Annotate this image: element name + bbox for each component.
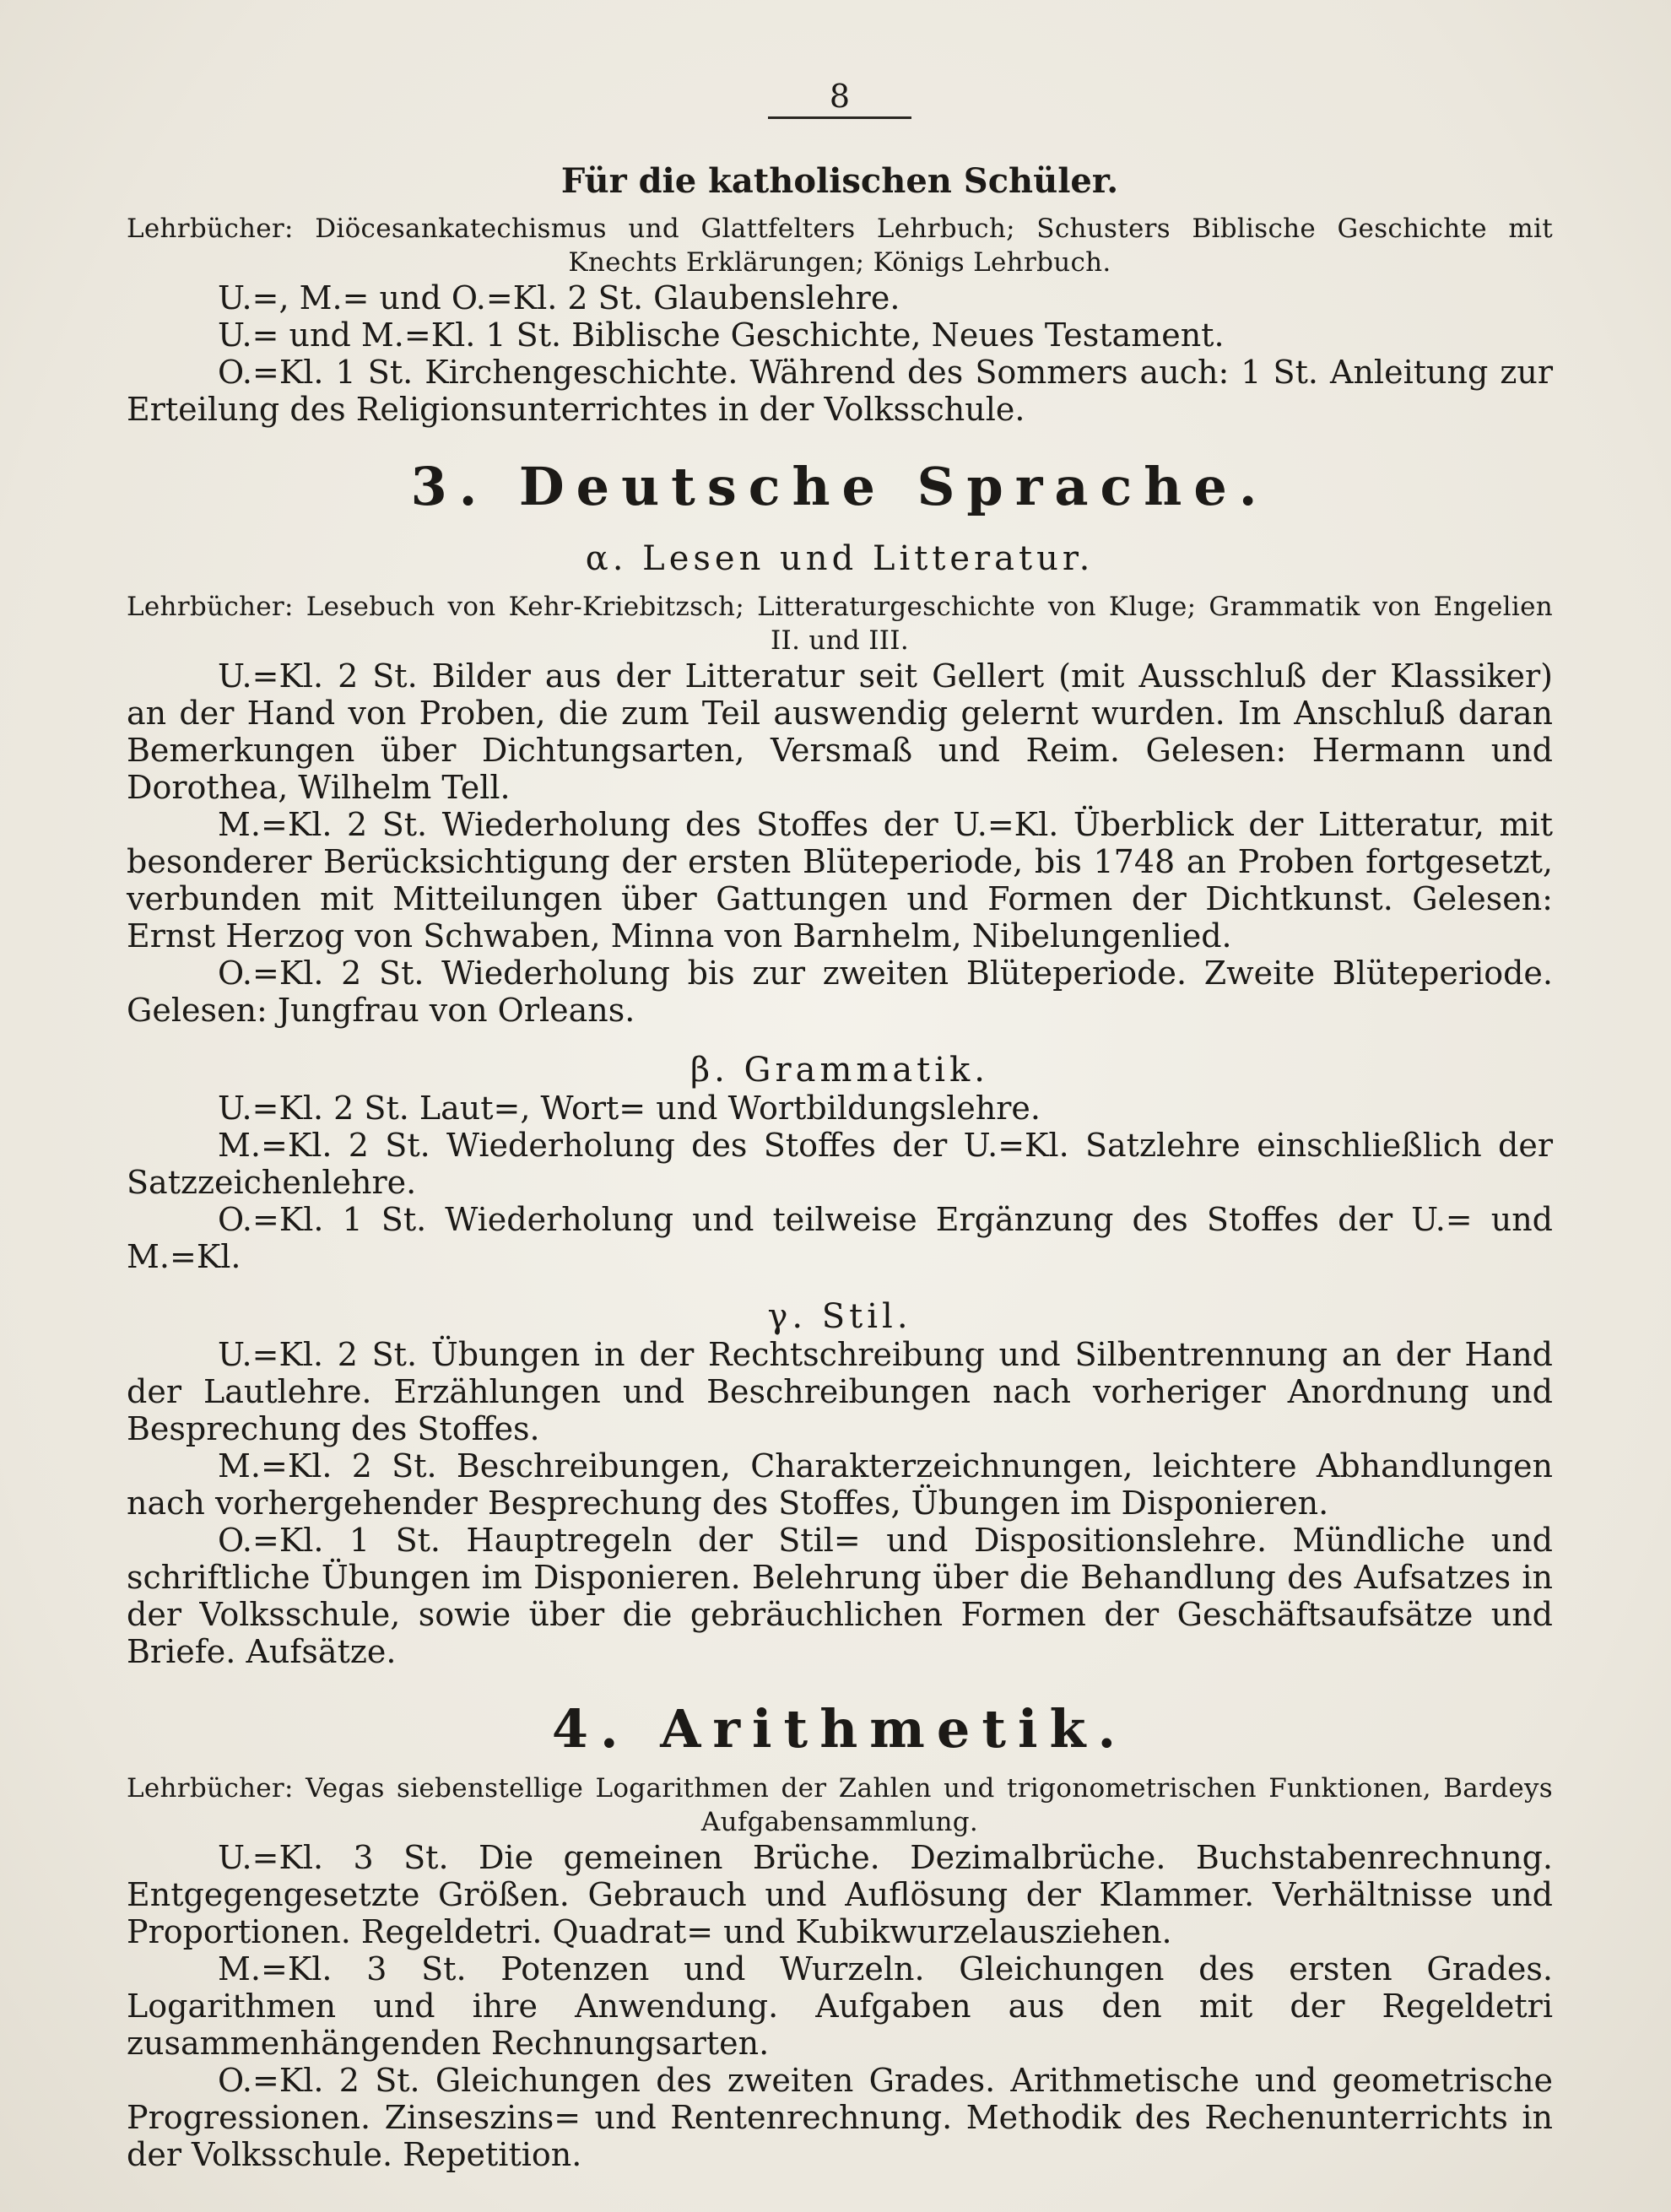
section-heading-arithmetik: 4. Arithmetik. bbox=[551, 1698, 1128, 1760]
litteratur-paragraph: U.=Kl. 2 St. Bilder aus der Litteratur seit Gellert (mit Ausschluß der Klassiker) an der Hand von Proben, die zum Teil auswendig gelernt wurden. Im Anschluß daran Bemerkungen über Dichtungsarten, Versmaß und Reim. Gelesen: Hermann und Dorothea, Wilhelm Tell. bbox=[127, 657, 1553, 806]
catholic-line: U.=, M.= und O.=Kl. 2 St. Glaubenslehre. bbox=[218, 279, 900, 316]
catholic-line: U.= und M.=Kl. 1 St. Biblische Geschichte, Neues Testament. bbox=[218, 316, 1225, 354]
subsection-heading-stil: γ. Stil. bbox=[767, 1297, 912, 1336]
deutsch-textbooks: Lehrbücher: Lesebuch von Kehr-Kriebitzsch; Litteraturgeschichte von Kluge; Grammatik von Engelien II. und III. bbox=[127, 592, 1553, 656]
arithmetik-paragraph: U.=Kl. 3 St. Die gemeinen Brüche. Dezimalbrüche. Buchstabenrechnung. Entgegengesetzte Größen. Gebrauch und Auflösung der Klammer. Verhältnisse und Proportionen. Regeldetri. Quadrat= und Kubikwurzelausziehen. bbox=[127, 1839, 1553, 1950]
subsection-heading-litteratur: α. Lesen und Litteratur. bbox=[585, 539, 1095, 578]
grammatik-paragraph: U.=Kl. 2 St. Laut=, Wort= und Wortbildungslehre. bbox=[218, 1090, 1041, 1127]
subsection-heading-grammatik: β. Grammatik. bbox=[689, 1051, 989, 1090]
stil-paragraph: O.=Kl. 1 St. Hauptregeln der Stil= und Dispositionslehre. Mündliche und schriftliche Übungen im Disponieren. Belehrung über die Behandlung des Aufsatzes in der Volksschule, sowie über die gebräuchlichen Formen der Geschäftsaufsätze und Briefe. Aufsätze. bbox=[127, 1522, 1553, 1670]
stil-paragraph: U.=Kl. 2 St. Übungen in der Rechtschreibung und Silbentrennung an der Hand der Lautlehre. Erzählungen und Beschreibungen nach vorheriger Anordnung und Besprechung des Stoffes. bbox=[127, 1336, 1553, 1447]
page-number: 8 bbox=[829, 78, 851, 115]
header-rule bbox=[768, 116, 911, 119]
arithmetik-paragraph: O.=Kl. 2 St. Gleichungen des zweiten Grades. Arithmetische und geometrische Progressionen. Zinseszins= und Rentenrechnung. Methodik des Rechenunterrichts in der Volksschule. Repetition. bbox=[127, 2062, 1553, 2173]
litteratur-paragraph: O.=Kl. 2 St. Wiederholung bis zur zweiten Blüteperiode. Zweite Blüteperiode. Gelesen: Jungfrau von Orleans. bbox=[127, 955, 1553, 1029]
page-content bbox=[127, 78, 1553, 2173]
section-heading-deutsch: 3. Deutsche Sprache. bbox=[410, 456, 1269, 517]
catholic-heading: Für die katholischen Schüler. bbox=[560, 161, 1119, 201]
litteratur-paragraph: M.=Kl. 2 St. Wiederholung des Stoffes der U.=Kl. Überblick der Litteratur, mit besonderer Berücksichtigung der ersten Blüteperiode, bis 1748 an Proben fortgesetzt, verbunden mit Mitteilungen über Gattungen und Formen der Dichtkunst. Gelesen: Ernst Herzog von Schwaben, Minna von Barnhelm, Nibelungenlied. bbox=[127, 806, 1553, 955]
arithmetik-textbooks: Lehrbücher: Vegas siebenstellige Logarithmen der Zahlen und trigonometrischen Funktionen, Bardeys Aufgabensammlung. bbox=[127, 1773, 1553, 1837]
grammatik-paragraph: M.=Kl. 2 St. Wiederholung des Stoffes der U.=Kl. Satzlehre einschließlich der Satzzeichenlehre. bbox=[127, 1127, 1553, 1201]
catholic-textbooks: Lehrbücher: Diöcesankatechismus und Glattfelters Lehrbuch; Schusters Biblische Geschichte mit Knechts Erklärungen; Königs Lehrbuch. bbox=[127, 214, 1553, 278]
stil-paragraph: M.=Kl. 2 St. Beschreibungen, Charakterzeichnungen, leichtere Abhandlungen nach vorhergehender Besprechung des Stoffes, Übungen im Disponieren. bbox=[127, 1447, 1553, 1522]
grammatik-paragraph: O.=Kl. 1 St. Wiederholung und teilweise Ergänzung des Stoffes der U.= und M.=Kl. bbox=[127, 1201, 1553, 1275]
catholic-line: O.=Kl. 1 St. Kirchengeschichte. Während des Sommers auch: 1 St. Anleitung zur Erteilung des Religionsunterrichtes in der Volksschule. bbox=[127, 354, 1553, 428]
arithmetik-paragraph: M.=Kl. 3 St. Potenzen und Wurzeln. Gleichungen des ersten Grades. Logarithmen und ihre Anwendung. Aufgaben aus den mit der Regeldetri zusammenhängenden Rechnungsarten. bbox=[127, 1950, 1553, 2062]
